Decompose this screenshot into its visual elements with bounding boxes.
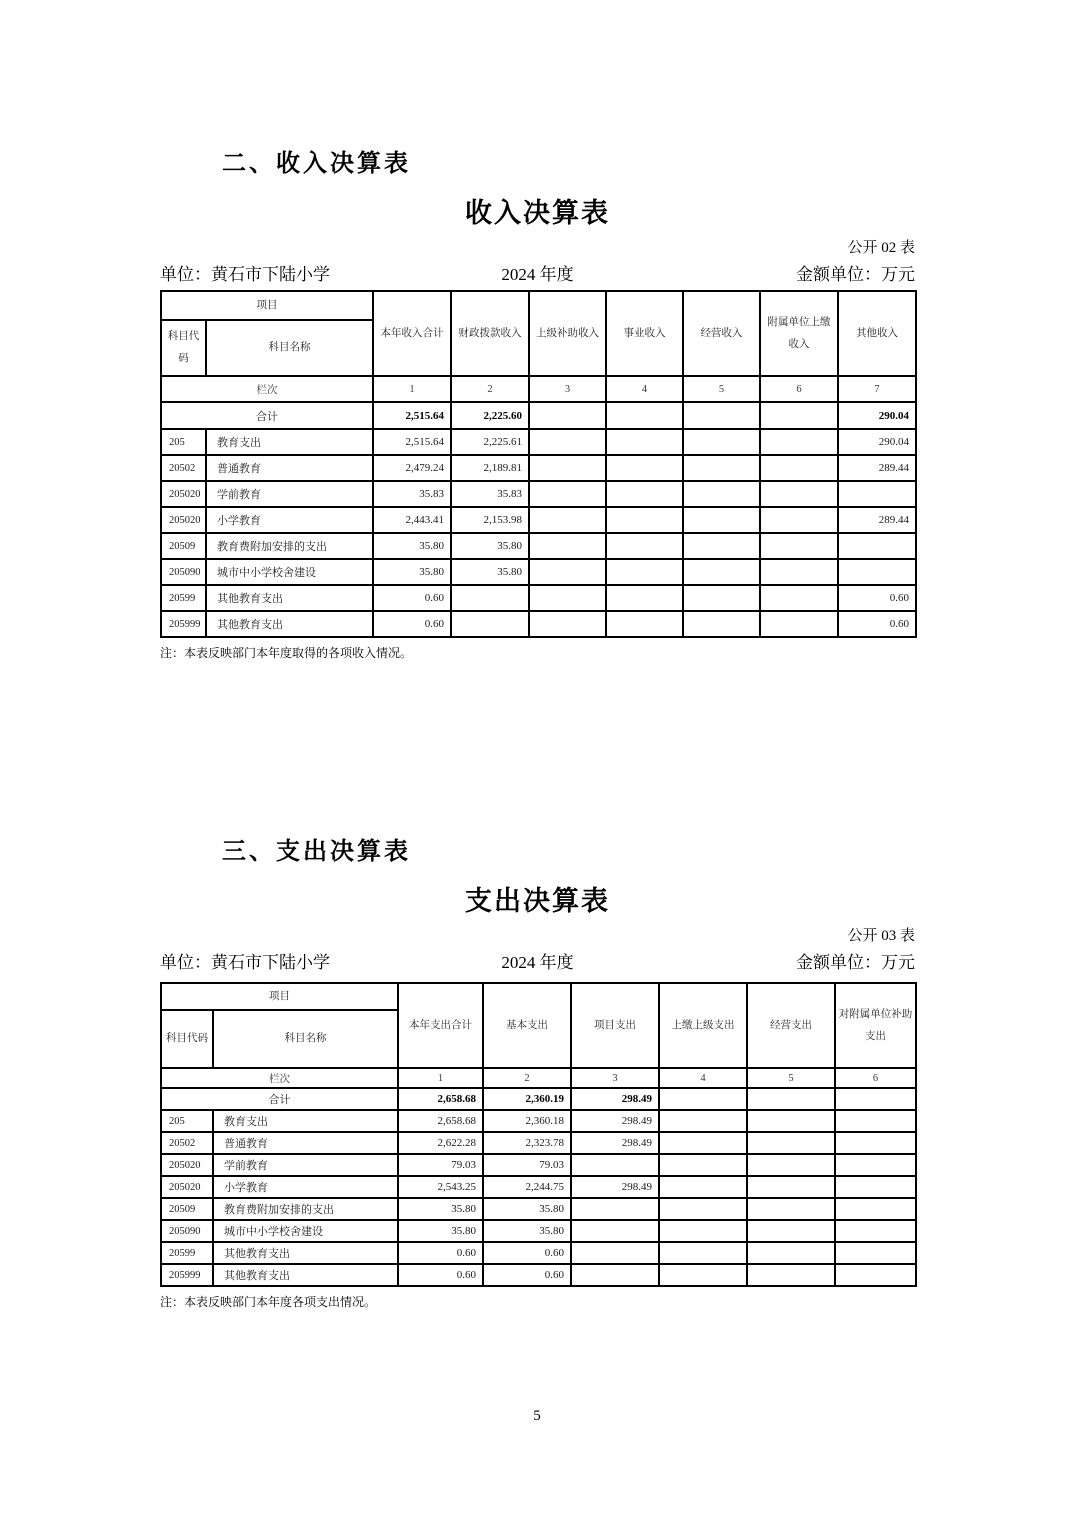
column-index-label: 栏次 — [161, 376, 373, 402]
table-row — [161, 585, 916, 611]
table-row — [161, 507, 916, 533]
expenditure-table — [160, 982, 917, 1287]
column-index: 3 — [529, 376, 606, 402]
value-cell: 298.49 — [571, 1176, 659, 1198]
subject-code-cell: 20502 — [161, 1132, 213, 1154]
column-header: 财政拨款收入 — [451, 291, 529, 376]
column-header: 本年支出合计 — [398, 983, 483, 1068]
value-cell — [571, 1198, 659, 1220]
value-cell — [659, 1132, 747, 1154]
value-cell: 35.80 — [398, 1198, 483, 1220]
subject-name-header: 科目名称 — [206, 320, 373, 376]
column-index: 2 — [483, 1068, 571, 1088]
total-value — [683, 402, 760, 429]
value-cell: 79.03 — [483, 1154, 571, 1176]
value-cell — [606, 611, 683, 637]
value-cell — [838, 481, 916, 507]
expenditure-total-row — [161, 1088, 916, 1110]
income-table-title: 收入决算表 — [465, 197, 610, 228]
expenditure-unit-label: 单位：黄石市下陆小学 — [160, 952, 330, 972]
value-cell: 298.49 — [571, 1110, 659, 1132]
income-section — [160, 150, 915, 662]
value-cell — [838, 533, 916, 559]
table-row — [161, 1176, 916, 1198]
value-cell — [659, 1220, 747, 1242]
total-value: 298.49 — [571, 1088, 659, 1110]
value-cell — [659, 1110, 747, 1132]
value-cell — [529, 559, 606, 585]
value-cell — [659, 1154, 747, 1176]
total-value — [835, 1088, 916, 1110]
value-cell — [529, 585, 606, 611]
value-cell: 35.80 — [451, 559, 529, 585]
column-index: 6 — [760, 376, 838, 402]
subject-name-cell: 普通教育 — [206, 455, 373, 481]
subject-name-cell: 教育支出 — [206, 429, 373, 455]
column-index-label: 栏次 — [161, 1068, 398, 1088]
table-row — [161, 429, 916, 455]
value-cell: 2,443.41 — [373, 507, 451, 533]
column-index: 2 — [451, 376, 529, 402]
value-cell: 2,244.75 — [483, 1176, 571, 1198]
value-cell: 2,360.18 — [483, 1110, 571, 1132]
column-header: 基本支出 — [483, 983, 571, 1068]
value-cell — [835, 1110, 916, 1132]
subject-code-cell: 205999 — [161, 611, 206, 637]
subject-code-cell: 20599 — [161, 585, 206, 611]
value-cell: 0.60 — [483, 1242, 571, 1264]
value-cell: 2,225.61 — [451, 429, 529, 455]
value-cell — [835, 1154, 916, 1176]
value-cell — [606, 585, 683, 611]
value-cell: 2,153.98 — [451, 507, 529, 533]
value-cell — [683, 507, 760, 533]
table-row — [161, 1198, 916, 1220]
value-cell — [529, 481, 606, 507]
subject-name-cell: 其他教育支出 — [206, 585, 373, 611]
value-cell: 35.80 — [451, 533, 529, 559]
value-cell: 2,543.25 — [398, 1176, 483, 1198]
value-cell — [571, 1220, 659, 1242]
value-cell — [529, 507, 606, 533]
table-row — [161, 1132, 916, 1154]
value-cell: 35.80 — [398, 1220, 483, 1242]
value-cell — [760, 481, 838, 507]
subject-name-cell: 其他教育支出 — [213, 1264, 398, 1286]
expenditure-section-heading: 三、支出决算表 — [222, 838, 411, 865]
subject-name-cell: 普通教育 — [213, 1132, 398, 1154]
value-cell — [747, 1132, 835, 1154]
value-cell — [606, 429, 683, 455]
value-cell — [747, 1110, 835, 1132]
value-cell — [571, 1242, 659, 1264]
expenditure-amount-unit-label: 金额单位：万元 — [796, 952, 915, 972]
subject-code-cell: 20502 — [161, 455, 206, 481]
subject-name-cell: 教育费附加安排的支出 — [206, 533, 373, 559]
total-value — [760, 402, 838, 429]
value-cell — [838, 559, 916, 585]
value-cell — [606, 559, 683, 585]
subject-name-cell: 其他教育支出 — [213, 1242, 398, 1264]
column-header: 对附属单位补助支出 — [835, 983, 916, 1068]
total-value: 2,515.64 — [373, 402, 451, 429]
subject-name-cell: 教育费附加安排的支出 — [213, 1198, 398, 1220]
subject-name-cell: 其他教育支出 — [206, 611, 373, 637]
value-cell: 0.60 — [373, 585, 451, 611]
subject-code-cell: 205020 — [161, 481, 206, 507]
value-cell — [835, 1198, 916, 1220]
income-section-heading: 二、收入决算表 — [222, 150, 411, 177]
expenditure-column-index-row — [161, 1068, 916, 1088]
total-value: 2,360.19 — [483, 1088, 571, 1110]
subject-code-cell: 205090 — [161, 559, 206, 585]
value-cell — [606, 455, 683, 481]
value-cell: 35.80 — [373, 559, 451, 585]
table-row — [161, 1264, 916, 1286]
value-cell: 2,323.78 — [483, 1132, 571, 1154]
income-total-row — [161, 402, 916, 429]
subject-code-cell: 205020 — [161, 1176, 213, 1198]
subject-code-cell: 205 — [161, 429, 206, 455]
column-index: 3 — [571, 1068, 659, 1088]
value-cell: 290.04 — [838, 429, 916, 455]
value-cell — [659, 1198, 747, 1220]
column-index: 7 — [838, 376, 916, 402]
value-cell — [835, 1132, 916, 1154]
subject-code-cell: 20509 — [161, 1198, 213, 1220]
value-cell — [571, 1154, 659, 1176]
value-cell: 2,515.64 — [373, 429, 451, 455]
value-cell — [747, 1264, 835, 1286]
value-cell — [571, 1264, 659, 1286]
project-header-cell: 项目 — [161, 291, 373, 320]
value-cell: 35.83 — [451, 481, 529, 507]
income-table — [160, 290, 917, 638]
value-cell — [683, 559, 760, 585]
subject-name-cell: 学前教育 — [206, 481, 373, 507]
table-row — [161, 455, 916, 481]
column-index: 1 — [373, 376, 451, 402]
subject-name-cell: 学前教育 — [213, 1154, 398, 1176]
expenditure-year-label: 2024 年度 — [501, 952, 574, 972]
subject-name-cell: 教育支出 — [213, 1110, 398, 1132]
value-cell: 79.03 — [398, 1154, 483, 1176]
value-cell — [835, 1176, 916, 1198]
column-header: 上级补助收入 — [529, 291, 606, 376]
table-row — [161, 533, 916, 559]
value-cell — [451, 611, 529, 637]
value-cell: 289.44 — [838, 455, 916, 481]
expenditure-section — [160, 838, 915, 1311]
value-cell: 2,658.68 — [398, 1110, 483, 1132]
value-cell — [683, 455, 760, 481]
value-cell: 289.44 — [838, 507, 916, 533]
value-cell — [835, 1264, 916, 1286]
subject-name-cell: 城市中小学校舍建设 — [206, 559, 373, 585]
value-cell — [683, 429, 760, 455]
value-cell — [760, 455, 838, 481]
total-label: 合计 — [161, 1088, 398, 1110]
value-cell: 298.49 — [571, 1132, 659, 1154]
value-cell — [529, 611, 606, 637]
expenditure-table-number: 公开 03 表 — [847, 928, 915, 945]
total-value — [606, 402, 683, 429]
value-cell: 2,622.28 — [398, 1132, 483, 1154]
subject-code-cell: 205020 — [161, 1154, 213, 1176]
subject-name-cell: 小学教育 — [206, 507, 373, 533]
value-cell — [606, 481, 683, 507]
total-value: 2,225.60 — [451, 402, 529, 429]
value-cell — [529, 429, 606, 455]
value-cell: 35.80 — [483, 1198, 571, 1220]
project-header-cell: 项目 — [161, 983, 398, 1010]
value-cell — [451, 585, 529, 611]
column-header: 事业收入 — [606, 291, 683, 376]
income-unit-label: 单位：黄石市下陆小学 — [160, 264, 330, 284]
income-column-index-row — [161, 376, 916, 402]
value-cell — [683, 481, 760, 507]
subject-code-cell: 205020 — [161, 507, 206, 533]
column-index: 1 — [398, 1068, 483, 1088]
value-cell — [747, 1154, 835, 1176]
value-cell — [760, 585, 838, 611]
column-index: 5 — [683, 376, 760, 402]
value-cell — [760, 559, 838, 585]
value-cell: 0.60 — [373, 611, 451, 637]
value-cell: 35.80 — [373, 533, 451, 559]
expenditure-note: 注：本表反映部门本年度各项支出情况。 — [160, 1295, 377, 1310]
column-header: 项目支出 — [571, 983, 659, 1068]
income-table-number: 公开 02 表 — [847, 240, 915, 257]
table-row — [161, 611, 916, 637]
value-cell: 0.60 — [838, 611, 916, 637]
table-row — [161, 1154, 916, 1176]
value-cell — [747, 1176, 835, 1198]
column-header: 本年收入合计 — [373, 291, 451, 376]
subject-code-header: 科目代码 — [161, 1010, 213, 1068]
income-header-project-row — [161, 291, 916, 320]
value-cell: 0.60 — [398, 1264, 483, 1286]
value-cell — [529, 533, 606, 559]
table-row — [161, 481, 916, 507]
column-index: 4 — [659, 1068, 747, 1088]
value-cell: 0.60 — [483, 1264, 571, 1286]
value-cell — [683, 585, 760, 611]
expenditure-table-title: 支出决算表 — [465, 885, 610, 916]
subject-code-cell: 20509 — [161, 533, 206, 559]
value-cell: 2,479.24 — [373, 455, 451, 481]
value-cell — [529, 455, 606, 481]
value-cell — [659, 1176, 747, 1198]
value-cell — [747, 1242, 835, 1264]
value-cell — [760, 533, 838, 559]
subject-code-cell: 205090 — [161, 1220, 213, 1242]
column-index: 6 — [835, 1068, 916, 1088]
value-cell — [606, 533, 683, 559]
column-header: 经营支出 — [747, 983, 835, 1068]
total-value — [747, 1088, 835, 1110]
income-amount-unit-label: 金额单位：万元 — [796, 264, 915, 284]
column-header: 经营收入 — [683, 291, 760, 376]
total-value — [529, 402, 606, 429]
value-cell — [683, 611, 760, 637]
value-cell — [760, 611, 838, 637]
value-cell: 0.60 — [838, 585, 916, 611]
subject-code-cell: 20599 — [161, 1242, 213, 1264]
value-cell — [683, 533, 760, 559]
column-header: 其他收入 — [838, 291, 916, 376]
subject-name-cell: 小学教育 — [213, 1176, 398, 1198]
subject-name-header: 科目名称 — [213, 1010, 398, 1068]
table-row — [161, 1110, 916, 1132]
page-number: 5 — [533, 1408, 541, 1424]
value-cell — [747, 1220, 835, 1242]
column-index: 5 — [747, 1068, 835, 1088]
value-cell — [835, 1220, 916, 1242]
subject-code-cell: 205 — [161, 1110, 213, 1132]
total-value — [659, 1088, 747, 1110]
subject-name-cell: 城市中小学校舍建设 — [213, 1220, 398, 1242]
expenditure-header-project-row — [161, 983, 916, 1010]
value-cell — [835, 1242, 916, 1264]
table-row — [161, 1220, 916, 1242]
value-cell — [760, 507, 838, 533]
income-year-label: 2024 年度 — [501, 264, 574, 284]
table-row — [161, 559, 916, 585]
value-cell — [747, 1198, 835, 1220]
value-cell: 2,189.81 — [451, 455, 529, 481]
value-cell — [760, 429, 838, 455]
total-value: 290.04 — [838, 402, 916, 429]
column-header: 上缴上级支出 — [659, 983, 747, 1068]
total-value: 2,658.68 — [398, 1088, 483, 1110]
subject-code-cell: 205999 — [161, 1264, 213, 1286]
value-cell: 35.80 — [483, 1220, 571, 1242]
value-cell: 0.60 — [398, 1242, 483, 1264]
value-cell — [659, 1264, 747, 1286]
column-index: 4 — [606, 376, 683, 402]
value-cell — [659, 1242, 747, 1264]
value-cell: 35.83 — [373, 481, 451, 507]
income-meta-row — [160, 264, 915, 285]
value-cell — [606, 507, 683, 533]
subject-code-header: 科目代码 — [161, 320, 206, 376]
total-label: 合计 — [161, 402, 373, 429]
income-note: 注：本表反映部门本年度取得的各项收入情况。 — [160, 646, 413, 661]
table-row — [161, 1242, 916, 1264]
column-header: 附属单位上缴收入 — [760, 291, 838, 376]
expenditure-meta-row — [160, 952, 915, 973]
